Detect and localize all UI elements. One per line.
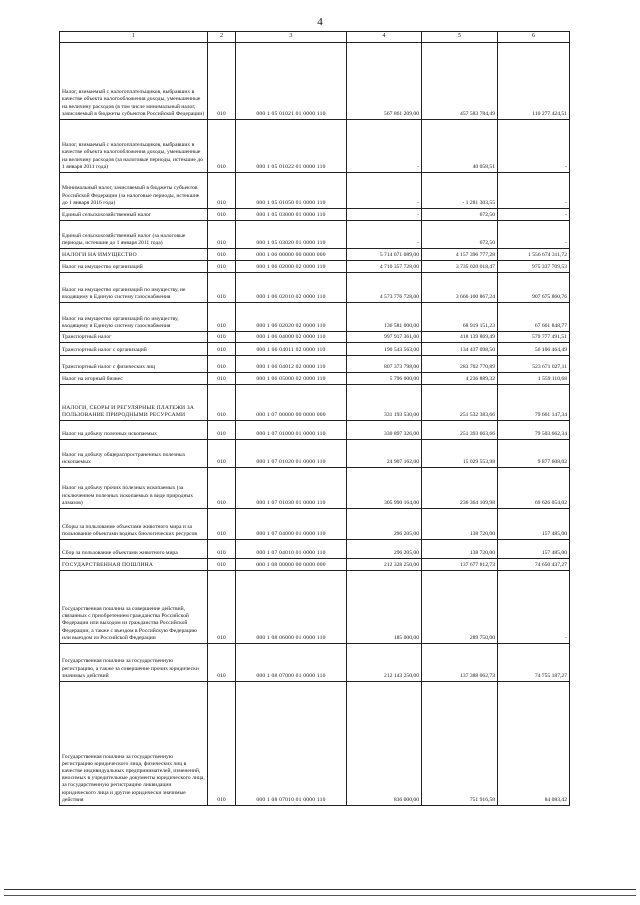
table-row — [60, 120, 570, 173]
budget-revenue-table — [59, 31, 570, 806]
table-row — [60, 509, 570, 540]
revenue-name-cell: Минимальный налог, зачисляемый в бюджеты субъектов Российской Федерации (за налоговые периоды, истекшие до 1 января 2016 года) — [60, 173, 208, 209]
budget-classification-code-cell: 000 1 06 05000 02 0000 110 — [236, 373, 347, 385]
table-row — [60, 385, 570, 421]
column-header-6: 6 — [498, 32, 570, 43]
line-code-cell: 010 — [208, 468, 236, 509]
executed-amount-cell: 251 393 663,66 — [422, 421, 498, 440]
budget-classification-code-cell: 000 1 06 04011 02 0000 110 — [236, 343, 347, 356]
table-row — [60, 468, 570, 509]
table-row — [60, 303, 570, 332]
approved-amount-cell: 296 205,00 — [347, 540, 422, 559]
line-code-cell: 010 — [208, 303, 236, 332]
budget-classification-code-cell: 000 1 08 07010 01 0000 110 — [236, 682, 347, 806]
budget-classification-code-cell: 000 1 05 01050 01 0000 110 — [236, 173, 347, 209]
revenue-name-cell: Государственная пошлина за государственную регистрацию, а также за совершение прочих юридически значимых действий — [60, 644, 208, 682]
revenue-name-cell: Государственная пошлина за государственную регистрацию юридического лица, физических лиц в качестве индивидуальных предпринимателей, изменений, вносимых в учредительные документы юридического лица, за государственную регистрацию ликвидации юридического лица и другие юридически значимые действия — [60, 682, 208, 806]
executed-amount-cell: 15 029 553,98 — [422, 440, 498, 468]
unexecuted-amount-cell: 907 675 860,76 — [498, 273, 570, 303]
budget-classification-code-cell: 000 1 07 01020 01 0000 110 — [236, 440, 347, 468]
revenue-name-cell: Единый сельскохозяйственный налог (за налоговые периоды, истекшие до 1 января 2011 года) — [60, 221, 208, 249]
table-row — [60, 644, 570, 682]
line-code-cell: 010 — [208, 356, 236, 373]
budget-classification-code-cell: 000 1 07 04000 01 0000 110 — [236, 509, 347, 540]
line-code-cell: 010 — [208, 249, 236, 261]
revenue-name-cell: Налог на добычу полезных ископаемых — [60, 421, 208, 440]
executed-amount-cell: 672,50 — [422, 221, 498, 249]
approved-amount-cell: 5 714 071 089,00 — [347, 249, 422, 261]
unexecuted-amount-cell: - — [498, 120, 570, 173]
executed-amount-cell: 3 666 100 867,24 — [422, 273, 498, 303]
budget-classification-code-cell: 000 1 06 04012 02 0000 110 — [236, 356, 347, 373]
line-code-cell: 010 — [208, 273, 236, 303]
approved-amount-cell: 212 328 250,00 — [347, 559, 422, 571]
line-code-cell: 010 — [208, 644, 236, 682]
unexecuted-amount-cell: 79 503 662,34 — [498, 421, 570, 440]
column-number-header-row — [60, 32, 570, 43]
budget-classification-code-cell: 000 1 06 02020 02 0000 110 — [236, 303, 347, 332]
line-code-cell: 010 — [208, 559, 236, 571]
table-row — [60, 356, 570, 373]
line-code-cell: 010 — [208, 173, 236, 209]
line-code-cell: 010 — [208, 509, 236, 540]
unexecuted-amount-cell: 79 661 147,34 — [498, 385, 570, 421]
line-code-cell: 010 — [208, 385, 236, 421]
unexecuted-amount-cell: - — [498, 221, 570, 249]
line-code-cell: 010 — [208, 440, 236, 468]
table-row — [60, 332, 570, 343]
line-code-cell: 010 — [208, 373, 236, 385]
approved-amount-cell: 190 543 563,00 — [347, 343, 422, 356]
budget-classification-code-cell: 000 1 06 00000 00 0000 000 — [236, 249, 347, 261]
line-code-cell: 010 — [208, 261, 236, 273]
revenue-name-cell: НАЛОГИ НА ИМУЩЕСТВО — [60, 249, 208, 261]
budget-classification-code-cell: 000 1 06 02000 02 0000 110 — [236, 261, 347, 273]
unexecuted-amount-cell: 579 777 491,51 — [498, 332, 570, 343]
revenue-name-cell: Единый сельскохозяйственный налог — [60, 209, 208, 221]
approved-amount-cell: 4 573 776 728,00 — [347, 273, 422, 303]
table-row — [60, 440, 570, 468]
executed-amount-cell: 251 532 383,66 — [422, 385, 498, 421]
unexecuted-amount-cell: 74 650 437,27 — [498, 559, 570, 571]
approved-amount-cell: 567 861 209,00 — [347, 43, 422, 120]
executed-amount-cell: 137 677 812,73 — [422, 559, 498, 571]
column-header-4: 4 — [347, 32, 422, 43]
revenue-name-cell: Налог на добычу общераспространенных полезных ископаемых — [60, 440, 208, 468]
budget-classification-code-cell: 000 1 05 01022 01 0000 110 — [236, 120, 347, 173]
executed-amount-cell: 138 720,00 — [422, 509, 498, 540]
revenue-name-cell: Сборы за пользование объектами животного мира и за пользование объектами водных биологических ресурсов — [60, 509, 208, 540]
table-row — [60, 559, 570, 571]
executed-amount-cell: 236 364 109,98 — [422, 468, 498, 509]
revenue-name-cell: Налог на имущество организаций по имуществу, входящему в Единую систему газоснабжения — [60, 303, 208, 332]
revenue-name-cell: Налог на имущество организаций по имуществу, не входящему в Единую систему газоснабжения — [60, 273, 208, 303]
table-row — [60, 209, 570, 221]
page-number: 4 — [317, 16, 323, 28]
revenue-name-cell: Налог, взимаемый с налогоплательщиков, выбравших в качестве объекта налогообложения доходы, уменьшенные на величину расходов (в том числе минимальный налог, зачисляемый в бюджеты субъектов Российской Федерации) — [60, 43, 208, 120]
approved-amount-cell: 331 193 530,00 — [347, 385, 422, 421]
column-header-1: 1 — [60, 32, 208, 43]
table-row — [60, 173, 570, 209]
approved-amount-cell: 5 796 000,00 — [347, 373, 422, 385]
executed-amount-cell: 137 388 062,73 — [422, 644, 498, 682]
unexecuted-amount-cell: 67 661 848,77 — [498, 303, 570, 332]
revenue-name-cell: Государственная пошлина за совершение действий, связанных с приобретением гражданства Российской Федерации или выходом из гражданства Российской Федерации, а также с въездом в Российскую Федерацию или выездом из Российской Федерации — [60, 571, 208, 644]
executed-amount-cell: 4 157 396 777,28 — [422, 249, 498, 261]
unexecuted-amount-cell: 1 556 674 311,72 — [498, 249, 570, 261]
bottom-rule-thin — [4, 895, 636, 896]
approved-amount-cell: 305 990 164,00 — [347, 468, 422, 509]
unexecuted-amount-cell: 9 877 608,02 — [498, 440, 570, 468]
line-code-cell: 010 — [208, 120, 236, 173]
executed-amount-cell: - 1 281 303,55 — [422, 173, 498, 209]
line-code-cell: 010 — [208, 209, 236, 221]
approved-amount-cell: 836 000,00 — [347, 682, 422, 806]
executed-amount-cell: 134 437 098,50 — [422, 343, 498, 356]
table-row — [60, 221, 570, 249]
revenue-name-cell: ГОСУДАРСТВЕННАЯ ПОШЛИНА — [60, 559, 208, 571]
executed-amount-cell: 289 750,00 — [422, 571, 498, 644]
table-row — [60, 571, 570, 644]
unexecuted-amount-cell: 157 485,00 — [498, 540, 570, 559]
budget-classification-code-cell: 000 1 07 01030 01 0000 110 — [236, 468, 347, 509]
table-body — [60, 43, 570, 806]
line-code-cell: 010 — [208, 332, 236, 343]
table-row — [60, 373, 570, 385]
table-row — [60, 421, 570, 440]
unexecuted-amount-cell: - — [498, 571, 570, 644]
unexecuted-amount-cell: 157 485,00 — [498, 509, 570, 540]
line-code-cell: 010 — [208, 540, 236, 559]
column-header-5: 5 — [422, 32, 498, 43]
approved-amount-cell: 136 581 000,00 — [347, 303, 422, 332]
unexecuted-amount-cell: 69 626 054,02 — [498, 468, 570, 509]
budget-classification-code-cell: 000 1 05 03020 01 0000 110 — [236, 221, 347, 249]
bottom-rule — [4, 889, 636, 890]
approved-amount-cell: - — [347, 221, 422, 249]
line-code-cell: 010 — [208, 343, 236, 356]
budget-classification-code-cell: 000 1 08 07000 01 0000 110 — [236, 644, 347, 682]
executed-amount-cell: 418 139 869,49 — [422, 332, 498, 343]
executed-amount-cell: 3 735 020 018,47 — [422, 261, 498, 273]
executed-amount-cell: 138 720,00 — [422, 540, 498, 559]
table-row — [60, 682, 570, 806]
revenue-name-cell: Налог на добычу прочих полезных ископаемых (за исключением полезных ископаемых в виде природных алмазов) — [60, 468, 208, 509]
revenue-name-cell: Сбор за пользование объектами животного мира — [60, 540, 208, 559]
executed-amount-cell: 4 236 889,32 — [422, 373, 498, 385]
budget-classification-code-cell: 000 1 07 04010 01 0000 110 — [236, 540, 347, 559]
unexecuted-amount-cell: 975 337 709,53 — [498, 261, 570, 273]
unexecuted-amount-cell: - — [498, 173, 570, 209]
executed-amount-cell: 68 919 151,23 — [422, 303, 498, 332]
table-row — [60, 540, 570, 559]
budget-classification-code-cell: 000 1 07 01000 01 0000 110 — [236, 421, 347, 440]
column-header-2: 2 — [208, 32, 236, 43]
approved-amount-cell: 330 897 326,00 — [347, 421, 422, 440]
revenue-name-cell: Транспортный налог — [60, 332, 208, 343]
revenue-name-cell: Транспортный налог с физических лиц — [60, 356, 208, 373]
approved-amount-cell: 212 143 250,00 — [347, 644, 422, 682]
executed-amount-cell: 672,50 — [422, 209, 498, 221]
budget-classification-code-cell: 000 1 06 04000 02 0000 110 — [236, 332, 347, 343]
executed-amount-cell: 283 702 770,89 — [422, 356, 498, 373]
executed-amount-cell: 40 058,51 — [422, 120, 498, 173]
revenue-name-cell: НАЛОГИ, СБОРЫ И РЕГУЛЯРНЫЕ ПЛАТЕЖИ ЗА ПОЛЬЗОВАНИЕ ПРИРОДНЫМИ РЕСУРСАМИ — [60, 385, 208, 421]
unexecuted-amount-cell: 523 671 027,11 — [498, 356, 570, 373]
table-row — [60, 273, 570, 303]
approved-amount-cell: 24 907 162,00 — [347, 440, 422, 468]
approved-amount-cell: 997 917 361,00 — [347, 332, 422, 343]
budget-classification-code-cell: 000 1 08 00000 00 0000 000 — [236, 559, 347, 571]
approved-amount-cell: 296 205,00 — [347, 509, 422, 540]
line-code-cell: 010 — [208, 221, 236, 249]
unexecuted-amount-cell: 56 106 464,49 — [498, 343, 570, 356]
approved-amount-cell: 4 710 357 728,00 — [347, 261, 422, 273]
line-code-cell: 010 — [208, 43, 236, 120]
unexecuted-amount-cell: 84 083,42 — [498, 682, 570, 806]
table-row — [60, 249, 570, 261]
revenue-name-cell: Налог, взимаемый с налогоплательщиков, выбравших в качестве объекта налогообложения доходы, уменьшенные на величину расходов (за налоговые периоды, истекшие до 1 января 2011 года) — [60, 120, 208, 173]
unexecuted-amount-cell: 1 559 110,68 — [498, 373, 570, 385]
revenue-name-cell: Транспортный налог с организаций — [60, 343, 208, 356]
revenue-name-cell: Налог на игорный бизнес — [60, 373, 208, 385]
budget-classification-code-cell: 000 1 07 00000 00 0000 000 — [236, 385, 347, 421]
approved-amount-cell: - — [347, 120, 422, 173]
column-header-3: 3 — [236, 32, 347, 43]
line-code-cell: 010 — [208, 682, 236, 806]
line-code-cell: 010 — [208, 571, 236, 644]
approved-amount-cell: - — [347, 209, 422, 221]
revenue-name-cell: Налог на имущество организаций — [60, 261, 208, 273]
budget-classification-code-cell: 000 1 06 02010 02 0000 110 — [236, 273, 347, 303]
approved-amount-cell: 185 000,00 — [347, 571, 422, 644]
unexecuted-amount-cell: - — [498, 209, 570, 221]
executed-amount-cell: 457 583 784,49 — [422, 43, 498, 120]
approved-amount-cell: - — [347, 173, 422, 209]
budget-classification-code-cell: 000 1 08 06000 01 0000 110 — [236, 571, 347, 644]
unexecuted-amount-cell: 110 277 424,51 — [498, 43, 570, 120]
table-row — [60, 261, 570, 273]
unexecuted-amount-cell: 74 755 187,27 — [498, 644, 570, 682]
table-row — [60, 43, 570, 120]
budget-classification-code-cell: 000 1 05 01021 01 0000 110 — [236, 43, 347, 120]
table-row — [60, 343, 570, 356]
executed-amount-cell: 751 916,58 — [422, 682, 498, 806]
line-code-cell: 010 — [208, 421, 236, 440]
budget-classification-code-cell: 000 1 05 03000 01 0000 110 — [236, 209, 347, 221]
approved-amount-cell: 807 373 798,00 — [347, 356, 422, 373]
